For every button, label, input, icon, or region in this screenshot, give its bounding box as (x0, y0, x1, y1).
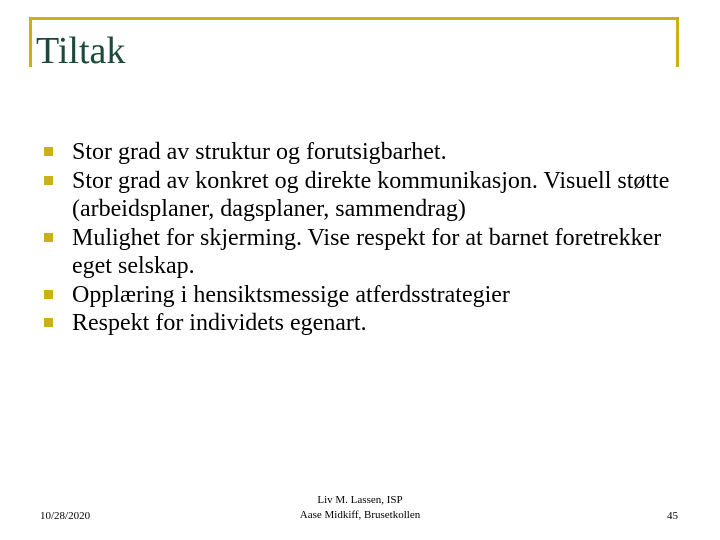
bullet-text: Stor grad av konkret og direkte kommunikasjon. Visuell støtte (arbeidsplaner, dagsplaner, sammendrag) (72, 167, 670, 222)
square-bullet-icon (44, 290, 53, 299)
footer-author-line1: Liv M. Lassen, ISP (317, 494, 403, 506)
footer-author (260, 493, 460, 523)
bullet-text: Mulighet for skjerming. Vise respekt for at barnet foretrekker eget selskap. (72, 224, 662, 279)
bullet-item (44, 167, 684, 224)
bullet-item (44, 309, 684, 338)
footer-date: 10/28/2020 (40, 510, 91, 522)
page-number: 45 (667, 510, 678, 522)
bullet-text: Stor grad av struktur og forutsigbarhet. (72, 139, 447, 165)
square-bullet-icon (44, 176, 53, 185)
square-bullet-icon (44, 147, 53, 156)
bullet-item (44, 281, 684, 310)
square-bullet-icon (44, 233, 53, 242)
bullet-text: Opplæring i hensiktsmessige atferdsstrategier (72, 281, 510, 308)
footer-author-line2: Aase Midkiff, Brusetkollen (299, 509, 421, 521)
bullet-text: Respekt for individets egenart. (72, 310, 367, 336)
slide-title: Tiltak (36, 28, 129, 74)
square-bullet-icon (44, 318, 53, 327)
bullet-list (44, 138, 684, 338)
bullet-item (44, 224, 684, 281)
bullet-item (44, 138, 684, 167)
